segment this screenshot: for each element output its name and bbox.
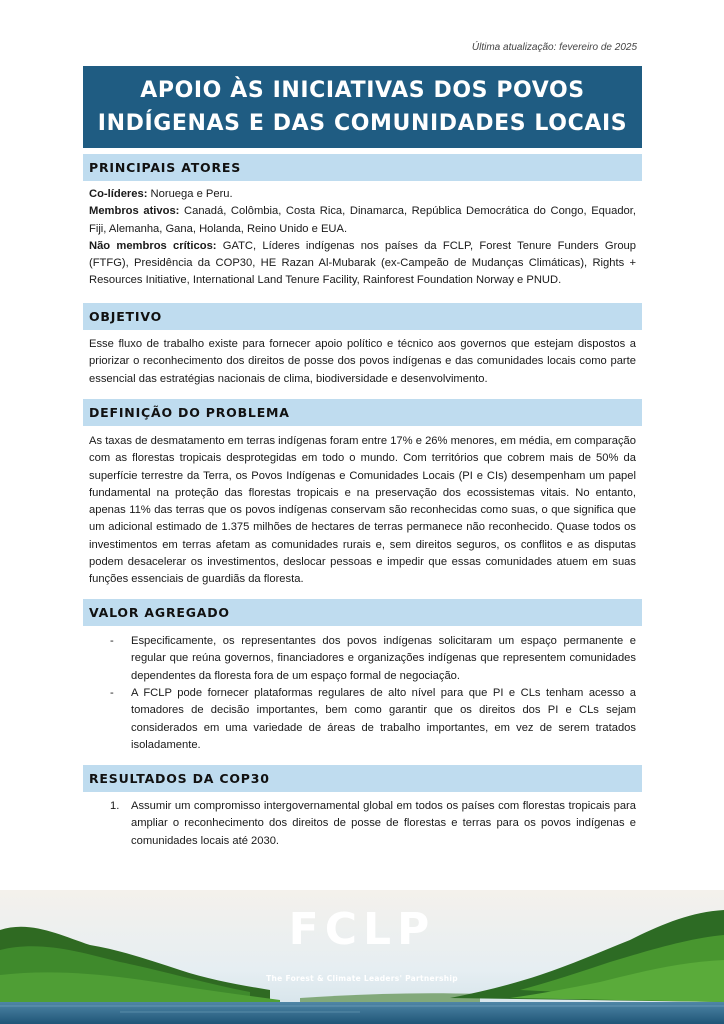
- added-value-item-text: Especificamente, os representantes dos povos indígenas solicitaram um espaço permanente e regular que reúna governos, financiadores e organizações indígenas que representem comunidades dependentes da floresta fora de um espaço formal de negociação.: [131, 635, 636, 682]
- document-title-banner: [83, 66, 642, 148]
- members-label: Membros ativos:: [89, 205, 180, 218]
- section-heading-problem: DEFINIÇÃO DO PROBLEMA: [83, 399, 642, 426]
- members-line: [89, 203, 636, 238]
- non-members-line: [89, 238, 636, 290]
- last-updated-note: Última atualização: fevereiro de 2025: [471, 42, 637, 53]
- problem-text: As taxas de desmatamento em terras indígenas foram entre 17% e 26% menores, em média, em comparação com as florestas tropicais desprotegidas em todo o mundo. Com territórios que cobrem mais de 50% da superfície terrestre da Terra, os Povos Indígenas e Comunidades Locais (PI e CIs) desempenham um papel fundamental na proteção das florestas tropicais e na preservação dos ecossistemas vitais. No entanto, apenas 11% das terras que os povos indígenas conservam são reconhecidas como suas, o que significa que um adicional estimado de 1.375 milhões de hectares de terras permanece não reconhecido. Quase todos os investimentos em terras afetam as comunidades rurais e, sem direitos seguros, os conflitos e as disputas podem desacelerar os investimentos, deslocar pessoas e impedir que essas comunidades atuem em suas funções essenciais de guardiãs da floresta.: [89, 435, 636, 586]
- title-line-1: APOIO ÀS INICIATIVAS DOS POVOS: [140, 78, 585, 103]
- section-heading-actors: PRINCIPAIS ATORES: [83, 154, 642, 181]
- added-value-item-text: A FCLP pode fornecer plataformas regulares de alto nível para que PI e CLs tenham acesso a tomadores de decisão importantes, bem como garantir que os direitos dos PI e CLs sejam considerados em uma variedade de áreas de trabalho importantes, em vez de serem tratados isoladamente.: [131, 687, 636, 751]
- footer-forest-image: [0, 890, 724, 1024]
- co-leaders-value: Noruega e Peru.: [147, 188, 233, 200]
- bullet-dash: -: [110, 687, 114, 699]
- results-item-text: Assumir um compromisso intergovernamental global em todos os países com florestas tropicais para ampliar o reconhecimento dos direitos de posse de florestas e terras para os povos indígenas e comunidades locais até 2030.: [131, 800, 636, 847]
- bullet-dash: -: [110, 635, 114, 647]
- results-item: [110, 798, 636, 850]
- actors-body: [89, 186, 636, 290]
- non-members-label: Não membros críticos:: [89, 239, 217, 252]
- fclp-tagline: The Forest & Climate Leaders' Partnership: [266, 974, 458, 983]
- section-heading-results: RESULTADOS DA COP30: [83, 765, 642, 792]
- document-title: [98, 74, 627, 140]
- members-value: Canadá, Colômbia, Costa Rica, Dinamarca, República Democrática do Congo, Equador, Fiji, Alemanha, Gana, Holanda, Reino Unido e EUA.: [89, 205, 636, 235]
- list-number: 1.: [110, 800, 120, 812]
- section-heading-added-value: VALOR AGREGADO: [83, 599, 642, 626]
- non-members-value: GATC, Líderes indígenas nos países da FCLP, Forest Tenure Funders Group (FTFG), Presidência da COP30, HE Razan Al-Mubarak (ex-Campeão de Mudanças Climáticas), Rights + Resources Initiative, International Land Tenure Facility, Rainforest Foundation Norway e PNUD.: [89, 239, 636, 287]
- fclp-logo: FCLP: [288, 904, 436, 955]
- added-value-item: [110, 685, 636, 754]
- co-leaders-label: Co-líderes:: [89, 188, 148, 200]
- co-leaders-line: [89, 186, 636, 203]
- section-heading-objective: OBJETIVO: [83, 303, 642, 330]
- title-line-2: INDÍGENAS E DAS COMUNIDADES LOCAIS: [97, 111, 628, 136]
- added-value-item: [110, 633, 636, 685]
- objective-text: Esse fluxo de trabalho existe para fornecer apoio político e técnico aos governos que estejam dispostos a priorizar o reconhecimento dos direitos de posse dos povos indígenas e das comunidades locais como parte essencial das estratégias nacionais de clima, biodiversidade e desenvolvimento.: [89, 338, 636, 385]
